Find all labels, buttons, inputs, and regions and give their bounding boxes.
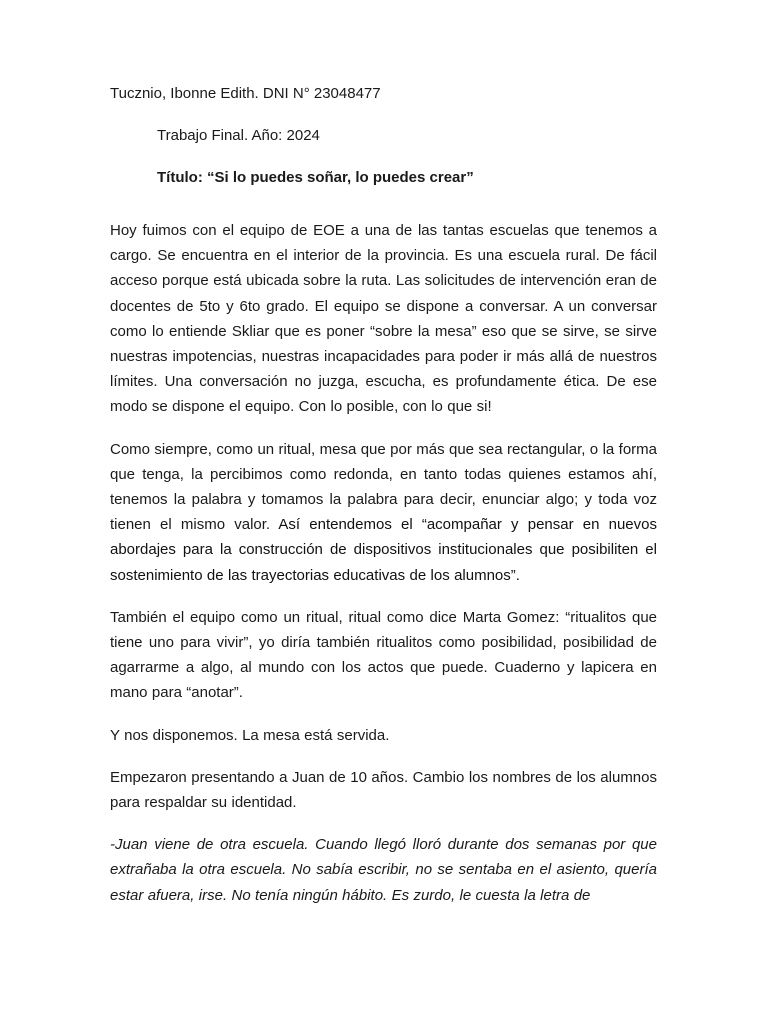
paragraph-4: Y nos disponemos. La mesa está servida. (110, 726, 390, 744)
paragraph-3: También el equipo como un ritual, ritual como dice Marta Gomez: “ritualitos que tiene uno para vivir”, yo diría también ritualitos como posibilidad, posibilidad de agarrarme a algo, al mundo con los actos que puede. Cuaderno y lapicera en mano para “anotar”. (110, 608, 657, 702)
paragraph-2-quote: Así entendemos el “acompañar y pensar en nuevos abordajes para la construcción de dispositivos institucionales que posibiliten el sostenimiento de las trayectorias educativas de los alumnos”. (110, 516, 657, 584)
paragraph-6: -Juan viene de otra escuela. Cuando llegó lloró durante dos semanas por que extrañaba la otra escuela. No sabía escribir, no se sentaba en el asiento, quería estar afuera, irse. No tenía ningún hábito. Es zurdo, le cuesta la letra de (110, 836, 657, 904)
document-page (110, 84, 657, 925)
paragraph-5: Empezaron presentando a Juan de 10 años. Cambio los nombres de los alumnos para respaldar su identidad. (110, 768, 657, 812)
author-line: Tucznio, Ibonne Edith. DNI N° 23048477 (110, 85, 381, 102)
paragraph-2-text: Como siempre, como un ritual, mesa que por más que sea rectangular, o la forma que tenga, la percibimos como redonda, en tanto todas quienes estamos ahí, tenemos la palabra y tomamos la palabra para decir, enunciar algo; y toda voz tienen el mismo valor. (110, 440, 657, 534)
paragraph-2 (110, 437, 657, 588)
work-line: Trabajo Final. Año: 2024 (157, 127, 320, 144)
document-title: Título: “Si lo puedes soñar, lo puedes crear” (157, 169, 474, 186)
paragraph-1: Hoy fuimos con el equipo de EOE a una de las tantas escuelas que tenemos a cargo. Se encuentra en el interior de la provincia. Es una escuela rural. De fácil acceso porque está ubicada sobre la ruta. Las solicitudes de intervención eran de docentes de 5to y 6to grado. El equipo se dispone a conversar. A un conversar como lo entiende Skliar que es poner “sobre la mesa” eso que se sirve, se sirve nuestras impotencias, nuestras incapacidades para poder ir más allá de nuestros límites. Una conversación no juzga, escucha, es profundamente ética. De ese modo se dispone el equipo. Con lo posible, con lo que si! (110, 222, 657, 416)
